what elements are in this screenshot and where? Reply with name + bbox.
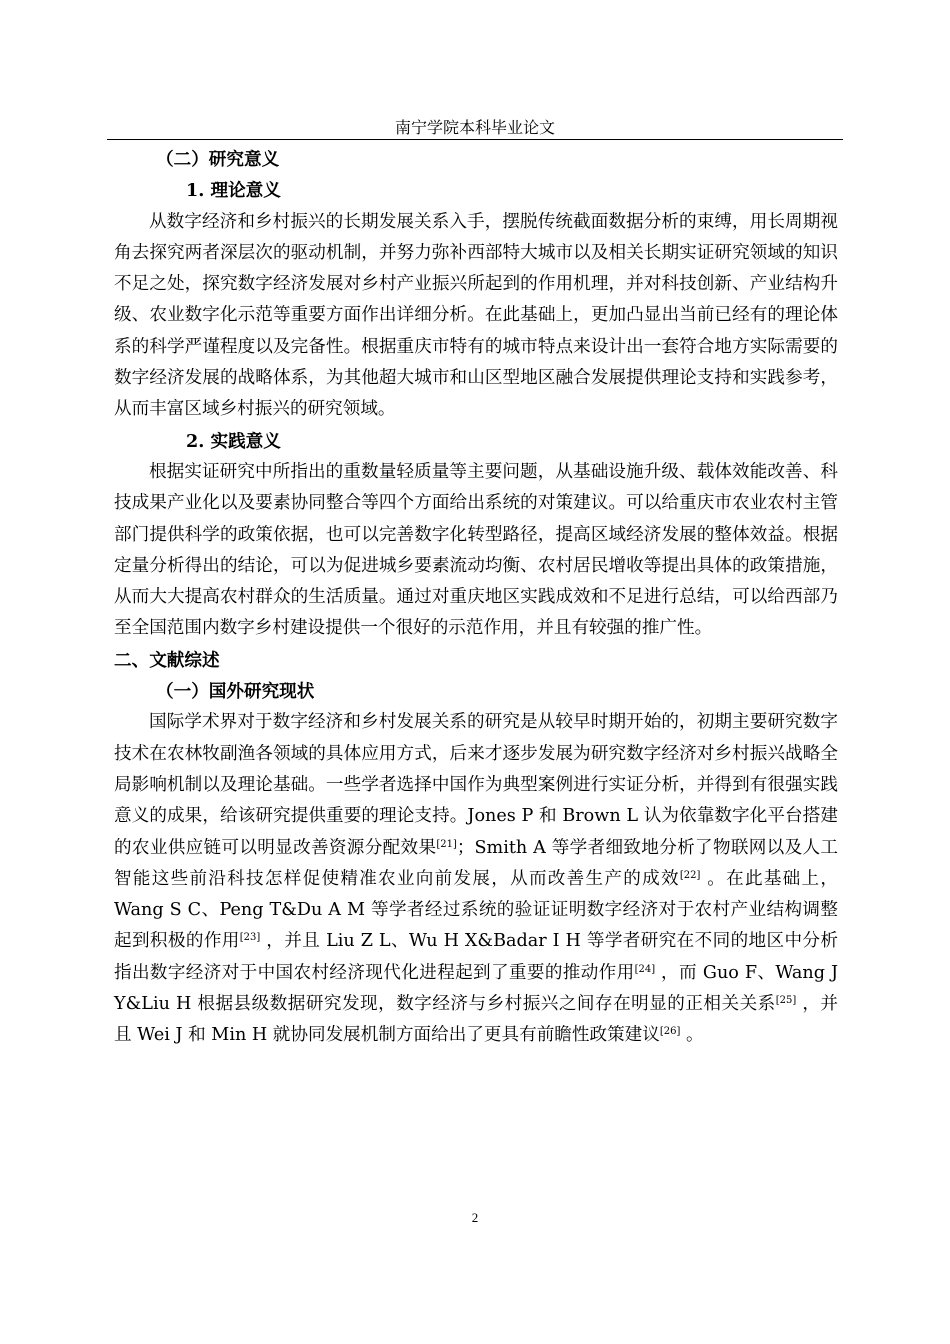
page-number: 2 [471,1210,479,1225]
section-heading-significance: （二）研究意义 [156,149,280,170]
review-text: ，而 Guo F、Wang J Y&Liu H 根据县级数据研究发现，数字经济与乡村振兴之间存在明显的正相关关系 [114,962,838,1015]
citation-ref: [21] [436,838,457,850]
page-body [114,144,838,1052]
citation-ref: [22] [679,869,701,881]
review-text: 国际学术界对于数字经济和乡村发展关系的研究是从较早时期开始的，初期主要研究数字技术在农林牧副渔各领域的具体应用方式，后来才逐步发展为研究数字经济对乡村振兴战略全局影响机制以及理论基础。一些学者选择中国作为典型案例进行实证分析，并得到有很强实践意义的成果，给该研究提供重要的理论支持。Jones P 和 Brown L 认为依靠数字化平台搭建的农业供应链可以明显改善资源分配效果 [114,712,838,858]
paragraph-theory: 从数字经济和乡村振兴的长期发展关系入手，摆脱传统截面数据分析的束缚，用长周期视角去探究两者深层次的驱动机制，并努力弥补西部特大城市以及相关长期实证研究领域的知识不足之处，探究数字经济发展对乡村产业振兴所起到的作用机理，并对科技创新、产业结构升级、农业数字化示范等重要方面作出详细分析。在此基础上，更加凸显出当前已经有的理论体系的科学严谨程度以及完备性。根据重庆市特有的城市特点来设计出一套符合地方实际需要的数字经济发展的战略体系，为其他超大城市和山区型地区融合发展提供理论支持和实践参考，从而丰富区域乡村振兴的研究领域。 [114,211,838,420]
citation-ref: [24] [634,963,656,975]
review-text: ；Smith A 等学者细致地分析了物联网以及人工智能这些前沿科技怎样促使精准农业向前发展，从而改善生产的成效 [114,837,838,889]
subheading-theory: 1. 理论意义 [186,180,281,202]
section-heading-review: 二、文献综述 [114,649,220,671]
citation-ref: [26] [659,1026,681,1038]
citation-ref: [23] [239,932,261,944]
citation-ref: [25] [775,995,797,1007]
review-text: ，并且 Liu Z L、Wu H X&Badar I H 等学者研究在不同的地区中分析指出数字经济对于中国农村经济现代化进程起到了重要的推动作用 [114,931,838,983]
subheading-foreign-research: （一）国外研究现状 [156,681,315,703]
review-text: 。 [680,1025,704,1046]
paragraph-practice: 根据实证研究中所指出的重数量轻质量等主要问题，从基础设施升级、载体效能改善、科技成果产业化以及要素协同整合等四个方面给出系统的对策建议。可以给重庆市农业农村主管部门提供科学的政策依据，也可以完善数字化转型路径，提高区域经济发展的整体效益。根据定量分析得出的结论，可以为促进城乡要素流动均衡、农村居民增收等提出具体的政策措施，从而大大提高农村群众的生活质量。通过对重庆地区实践成效和不足进行总结，可以给西部乃至全国范围内数字乡村建设提供一个很好的示范作用，并且有较强的推广性。 [114,461,838,639]
header-rule [107,139,843,140]
running-header: 南宁学院本科毕业论文 [394,118,555,137]
review-text: ，并且 Wei J 和 Min H 就协同发展机制方面给出了更具有前瞻性政策建议 [114,994,839,1046]
subheading-practice: 2. 实践意义 [186,430,281,452]
review-text: 。在此基础上，Wang S C、Peng T&Du A M 等学者经过系统的验证证明数字经济对于农村产业结构调整起到积极的作用 [114,868,838,952]
paragraph-foreign-research [114,707,838,1051]
